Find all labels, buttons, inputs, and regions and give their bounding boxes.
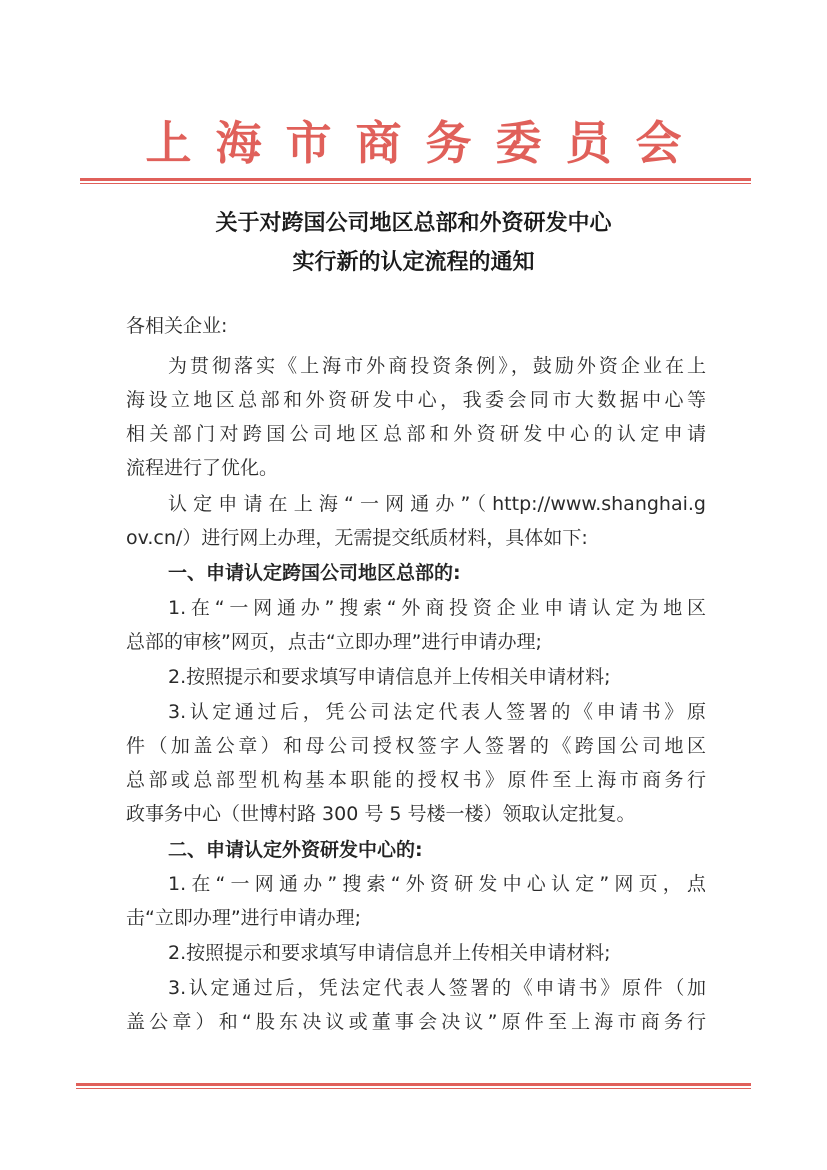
body-line: 总部的审核”网页，点击“立即办理”进行申请办理; [126, 631, 542, 653]
body-line: 3.认定通过后，凭公司法定代表人签署的《申请书》原 [168, 701, 706, 723]
body-line: 政事务中心（世博村路 300 号 5 号楼一楼）领取认定批复。 [126, 803, 636, 825]
footer-double-rule [76, 1083, 751, 1089]
masthead-double-rule [80, 178, 751, 184]
body-line: 总部或总部型机构基本职能的授权书》原件至上海市商务行 [126, 769, 706, 791]
notice-title-line-1: 关于对跨国公司地区总部和外资研发中心 [215, 210, 612, 236]
body-line: 1.在“一网通办”搜索“外资研发中心认定”网页，点 [168, 873, 706, 895]
notice-title-line-2: 实行新的认定流程的通知 [292, 249, 535, 275]
body-line: 1.在“一网通办”搜索“外商投资企业申请认定为地区 [168, 597, 706, 619]
body-line: 认定申请在上海“一网通办”（http://www.shanghai.g [168, 493, 706, 515]
body-line: 盖公章）和“股东决议或董事会决议”原件至上海市商务行 [126, 1011, 706, 1033]
salutation: 各相关企业: [126, 315, 228, 337]
body-line: 3.认定通过后，凭法定代表人签署的《申请书》原件（加 [168, 977, 706, 999]
body-line: 2.按照提示和要求填写申请信息并上传相关申请材料; [168, 666, 611, 688]
body-line: 2.按照提示和要求填写申请信息并上传相关申请材料; [168, 942, 611, 964]
section-heading-1: 一、申请认定跨国公司地区总部的: [168, 562, 461, 584]
section-heading-2: 二、申请认定外资研发中心的: [168, 839, 423, 861]
body-line: 件（加盖公章）和母公司授权签字人签署的《跨国公司地区 [126, 735, 706, 757]
body-line: 相关部门对跨国公司地区总部和外资研发中心的认定申请 [126, 423, 706, 445]
body-line: 流程进行了优化。 [126, 457, 279, 479]
body-line: 海设立地区总部和外资研发中心，我委会同市大数据中心等 [126, 389, 706, 411]
body-line: 为贯彻落实《上海市外商投资条例》，鼓励外资企业在上 [168, 355, 706, 377]
body-line: 击“立即办理”进行申请办理; [126, 907, 362, 929]
organization-masthead: 上海市商务委员会 [145, 116, 706, 170]
body-line: ov.cn/）进行网上办理，无需提交纸质材料，具体如下: [126, 527, 588, 549]
